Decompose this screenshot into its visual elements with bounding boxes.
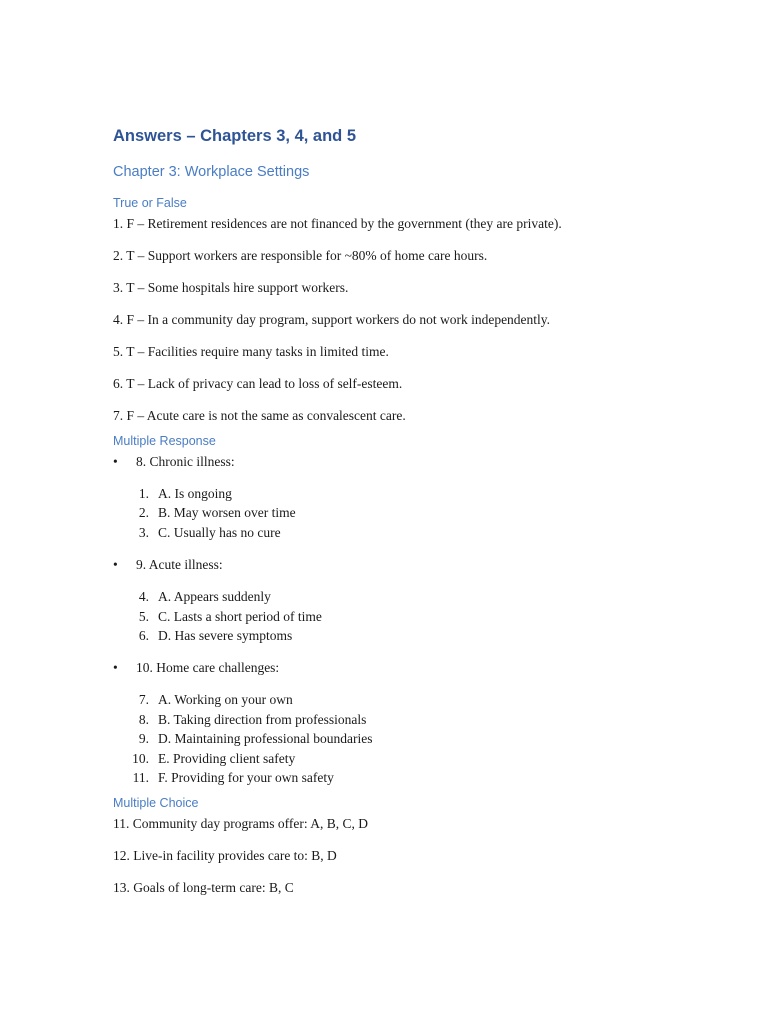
answer-number: 4. [138,589,149,605]
answer-text: A. Is ongoing [158,486,232,501]
answer-item [113,729,673,748]
answer-number: 11. [132,769,149,785]
answer-list [113,587,673,645]
answer-number: 2. [138,505,149,521]
answer-item [113,749,673,768]
answer-item [113,523,673,542]
answer-text: C. Lasts a short period of time [158,608,322,624]
answer-text: A. Working on your own [158,692,293,708]
answer-item [113,690,673,709]
answer-number: 7. [138,692,149,708]
answer-number: 9. [138,731,149,747]
question-text: 9. Acute illness: [136,557,223,573]
answer-text: D. Has severe symptoms [158,627,293,643]
document-body [113,124,673,897]
answer-number: 3. [138,524,149,540]
answer-text: F. Providing for your own safety [158,769,334,785]
true-false-heading: True or False [113,196,187,210]
chapter-heading: Chapter 3: Workplace Settings [113,164,310,180]
true-false-item: 6. T – Lack of privacy can lead to loss of self-esteem. [113,376,403,391]
true-false-item: 4. F – In a community day program, support workers do not work independently. [113,312,551,327]
answer-item [113,607,673,626]
answer-number: 1. [138,486,149,501]
answer-item [113,768,673,787]
answer-text: A. Appears suddenly [158,589,271,605]
answer-number: 6. [138,627,149,643]
answer-item [113,710,673,729]
question-text: 10. Home care challenges: [136,660,280,676]
multiple-response-heading: Multiple Response [113,434,216,448]
answer-item [113,484,673,503]
bullet-icon: • [113,454,118,469]
true-false-item: 3. T – Some hospitals hire support workers. [113,280,349,295]
answer-text: B. May worsen over time [158,505,296,521]
answer-item [113,587,673,606]
answer-list [113,690,673,787]
answer-item [113,626,673,645]
bullet-icon: • [113,557,118,573]
answer-list [113,484,673,542]
multiple-response-question [113,452,673,471]
document-title: Answers – Chapters 3, 4, and 5 [113,127,357,145]
multiple-response-question [113,555,673,574]
answer-text: B. Taking direction from professionals [158,711,367,727]
true-false-item: 2. T – Support workers are responsible for ~80% of home care hours. [113,248,488,263]
answer-number: 8. [138,711,149,727]
multiple-response-question [113,658,673,677]
answer-text: C. Usually has no cure [158,524,281,540]
answer-item [113,503,673,522]
multiple-choice-heading: Multiple Choice [113,796,199,811]
answer-text: D. Maintaining professional boundaries [158,731,373,747]
answer-number: 5. [138,608,149,624]
multiple-choice-item: 13. Goals of long-term care: B, C [113,880,294,896]
true-false-item: 1. F – Retirement residences are not financed by the government (they are private). [113,216,562,231]
multiple-choice-item: 11. Community day programs offer: A, B, C, D [113,816,368,832]
answer-text: E. Providing client safety [158,750,296,766]
answer-number: 10. [132,750,149,766]
multiple-choice-item: 12. Live-in facility provides care to: B, D [113,848,337,864]
true-false-item: 7. F – Acute care is not the same as convalescent care. [113,408,406,423]
bullet-icon: • [113,660,118,676]
true-false-item: 5. T – Facilities require many tasks in limited time. [113,344,389,359]
question-text: 8. Chronic illness: [136,454,235,469]
